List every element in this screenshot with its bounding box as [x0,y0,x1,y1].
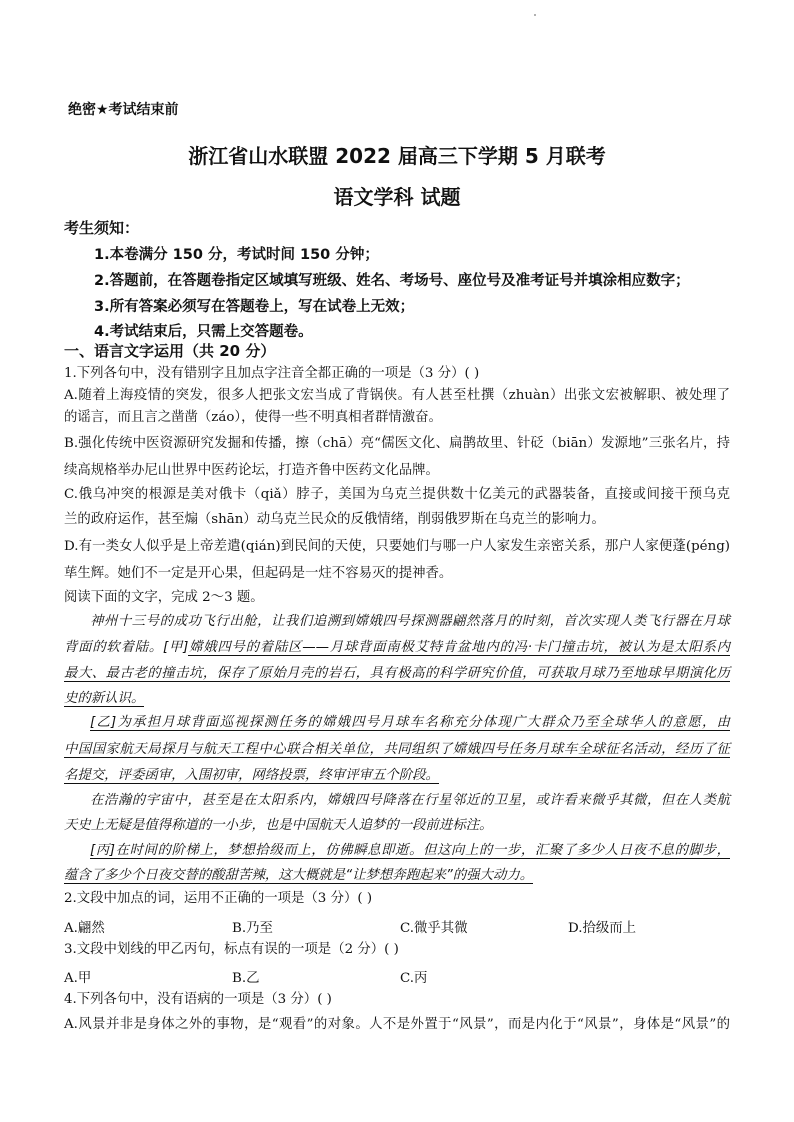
notice-heading: 考生须知： [64,219,140,237]
q1-line: 续高规格举办尼山世界中医药论坛，打造齐鲁中医药文化品牌。 [64,463,439,478]
notice-item-3: 3.所有答案必须写在答题卷上，写在试卷上无效； [94,299,415,315]
q2-option-d: D.拾级而上 [568,921,637,936]
q2-stem: 2.文段中加点的词，运用不正确的一项是（3 分）( ) [64,891,373,906]
passage-line [64,866,730,886]
scan-dot [534,14,536,16]
q2-option-a: A.翩然 [64,921,105,936]
section-heading: 一、语言文字运用（共 20 分） [64,342,276,360]
notice-item-4: 4.考试结束后，只需上交答题卷。 [94,324,313,340]
underlined-sentence-jia: 嫦娥四号的着陆区——月球背面南极艾特肯盆地内的冯·卡门撞击坑，被认为是太阳系内 [188,640,730,655]
reading-intro: 阅读下面的文字，完成 2～3 题。 [64,590,264,605]
q1-line: 荜生辉。她们不一定是开心果，但起码是一炷不容易灭的提神香。 [64,566,453,581]
q4-stem: 4.下列各句中，没有语病的一项是（3 分）( ) [64,992,332,1007]
q1-line: D.有一类女人似乎是上帝差遣(qián)到民间的天使，只要她们与哪一户人家发生亲密关系，那户人家便蓬(péng) [64,539,730,554]
exam-title: 浙江省山水联盟 2022 届高三下学期 5 月联考 [188,144,606,168]
notice-item-1: 1.本卷满分 150 分，考试时间 150 分钟； [94,247,379,263]
q3-option-a: A.甲 [64,971,92,986]
underlined-sentence-jia: 史的新认识。 [64,691,145,706]
q1-line: A.随着上海疫情的突发，很多人把张文宏当成了背锅侠。有人甚至杜撰（zhuàn）出张文宏被解职、被处理了 [64,388,730,403]
passage-line [64,638,730,658]
q1-line: C.俄乌冲突的根源是美对俄卡（qiǎ）脖子，美国为乌克兰提供数十亿美元的武器装备，直接或间接干预乌克 [64,487,730,502]
underlined-sentence-yi: 名提交，评委函审，入围初审，网络投票，终审评审五个阶段。 [64,768,439,783]
passage-line: 神州十三号的成功飞行出舱，让我们追溯到嫦娥四号探测器翩然落月的时刻，首次实现人类飞行器在月球 [90,614,730,629]
sentence-label-jia: [甲] [163,640,189,655]
q3-option-b: B.乙 [232,971,260,986]
passage-line [90,713,730,733]
q2-option-b: B.乃至 [232,921,273,936]
underlined-sentence-bing: [丙]在时间的阶梯上，梦想拾级而上，仿佛瞬息即逝。但这向上的一步，汇聚了多少人日夜不息的脚步， [90,843,730,858]
passage-line [64,766,730,786]
q1-line: 兰的政府运作，甚至煽（shān）动乌克兰民众的反俄情绪，削弱俄罗斯在乌克兰的影响力。 [64,512,605,527]
passage-line: 在浩瀚的宇宙中，甚至是在太阳系内，嫦娥四号降落在行星邻近的卫星，或许看来微乎其微，但在人类航 [90,793,730,808]
underlined-sentence-bing: 蕴含了多少个日夜交替的酸甜苦辣，这大概就是“让梦想奔跑起来”的强大动力。 [64,868,534,883]
passage-line: 天史上无疑是值得称道的一小步，也是中国航天人追梦的一段前进标注。 [64,818,493,833]
passage-line [90,841,730,861]
q2-option-c: C.微乎其微 [400,921,468,936]
underlined-sentence-yi: [乙]为承担月球背面巡视探测任务的嫦娥四号月球车名称充分体现广大群众乃至全球华人的意愿，由 [90,715,730,730]
passage-line [64,664,730,684]
q1-stem: 1.下列各句中，没有错别字且加点字注音全都正确的一项是（3 分）( ) [64,366,480,381]
underlined-sentence-jia: 最大、最古老的撞击坑，保存了原始月壳的岩石，具有极高的科学研究价值，可获取月球乃至地球早期演化历 [64,666,730,681]
underlined-sentence-yi: 中国国家航天局探月与航天工程中心联合相关单位，共同组织了嫦娥四号任务月球车全球征名活动，经历了征 [64,742,730,757]
passage-text: 背面的软着陆。 [64,640,163,655]
q1-line: B.强化传统中医资源研究发掘和传播，擦（chā）亮“儒医文化、扁鹊故里、针砭（biān）发源地”三张名片，持 [64,436,730,451]
q4-option-a-line: A.风景并非是身体之外的事物，是“观看”的对象。人不是外置于“风景”，而是内化于“风景”，身体是“风景”的 [64,1017,730,1032]
exam-subtitle: 语文学科 试题 [333,185,461,209]
notice-item-2: 2.答题前，在答题卷指定区域填写班级、姓名、考场号、座位号及准考证号并填涂相应数字； [94,273,690,289]
q1-line: 的谣言，而且言之凿凿（záo），使得一些不明真相者群情激奋。 [64,410,442,425]
secret-mark: 绝密★考试结束前 [68,102,179,118]
q3-stem: 3.文段中划线的甲乙丙句，标点有误的一项是（2 分）( ) [64,942,399,957]
passage-line [64,740,730,760]
q3-option-c: C.丙 [400,971,428,986]
passage-line [64,689,730,709]
